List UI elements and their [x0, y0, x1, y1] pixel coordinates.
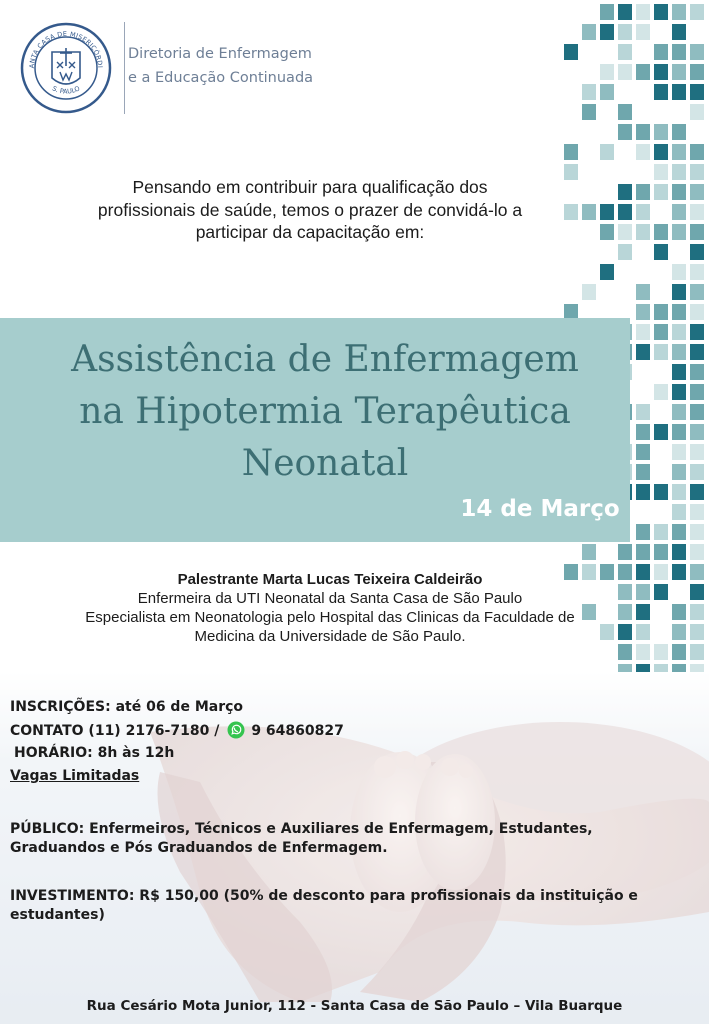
mosaic-tile: [690, 64, 704, 80]
intro-line: participar da capacitação em:: [195, 222, 425, 242]
mosaic-tile: [654, 644, 668, 660]
mosaic-tile: [618, 104, 632, 120]
mosaic-tile: [672, 424, 686, 440]
mosaic-tile: [672, 604, 686, 620]
limited-spots: Vagas Limitadas: [10, 768, 140, 784]
mosaic-tile: [672, 624, 686, 640]
mosaic-tile: [690, 424, 704, 440]
mosaic-tile: [564, 44, 578, 60]
mosaic-tile: [618, 644, 632, 660]
event-date: 14 de Março: [460, 496, 620, 522]
mosaic-tile: [618, 244, 632, 260]
mosaic-tile: [618, 224, 632, 240]
mosaic-tile: [690, 104, 704, 120]
mosaic-tile: [636, 304, 650, 320]
mosaic-tile: [690, 404, 704, 420]
mosaic-tile: [600, 224, 614, 240]
mosaic-tile: [618, 44, 632, 60]
mosaic-tile: [636, 524, 650, 540]
mosaic-tile: [618, 4, 632, 20]
mosaic-tile: [654, 324, 668, 340]
mosaic-tile: [654, 184, 668, 200]
mosaic-tile: [654, 64, 668, 80]
intro-line: Pensando em contribuir para qualificação dos: [132, 177, 488, 197]
mosaic-tile: [690, 624, 704, 640]
investment: INVESTIMENTO: R$ 150,00 (50% de desconto para profissionais da instituição e estudantes): [10, 888, 638, 923]
mosaic-tile: [690, 184, 704, 200]
mosaic-tile: [672, 84, 686, 100]
mosaic-tile: [672, 264, 686, 280]
schedule: HORÁRIO: 8h às 12h: [14, 745, 175, 761]
mosaic-tile: [636, 24, 650, 40]
mosaic-tile: [654, 244, 668, 260]
mosaic-tile: [672, 364, 686, 380]
mosaic-tile: [636, 644, 650, 660]
mosaic-tile: [600, 264, 614, 280]
whatsapp-number: 9 64860827: [251, 723, 344, 739]
intro-line: profissionais de saúde, temos o prazer de convidá-lo a: [97, 199, 523, 220]
registration-deadline: INSCRIÇÕES: até 06 de Março: [10, 699, 244, 715]
mosaic-tile: [618, 184, 632, 200]
mosaic-tile: [690, 164, 704, 180]
logo-ring-text: ANTA CASA DE MISERICÓRDI: [27, 29, 105, 69]
mosaic-tile: [600, 204, 614, 220]
mosaic-tile: [690, 264, 704, 280]
mosaic-tile: [672, 564, 686, 580]
mosaic-tile: [636, 604, 650, 620]
logo-bottom-text: S. PAULO: [50, 84, 82, 96]
mosaic-tile: [582, 544, 596, 560]
mosaic-tile: [618, 204, 632, 220]
mosaic-tile: [636, 64, 650, 80]
mosaic-tile: [636, 124, 650, 140]
mosaic-tile: [672, 64, 686, 80]
mosaic-tile: [690, 204, 704, 220]
org-name-line-2: e a Educação Continuada: [128, 70, 314, 86]
event-title: [0, 334, 650, 490]
mosaic-tile: [672, 404, 686, 420]
target-audience: PÚBLICO: Enfermeiros, Técnicos e Auxiliares de Enfermagem, Estudantes, Graduandos e Pós Graduandos de Enfermagem.: [10, 821, 593, 856]
mosaic-tile: [600, 64, 614, 80]
mosaic-tile: [636, 4, 650, 20]
mosaic-tile: [654, 424, 668, 440]
mosaic-tile: [672, 4, 686, 20]
mosaic-tile: [690, 584, 704, 600]
mosaic-tile: [618, 124, 632, 140]
mosaic-tile: [672, 484, 686, 500]
mosaic-tile: [654, 144, 668, 160]
mosaic-tile: [672, 24, 686, 40]
mosaic-tile: [690, 464, 704, 480]
mosaic-tile: [654, 584, 668, 600]
mosaic-tile: [690, 224, 704, 240]
mosaic-tile: [654, 164, 668, 180]
mosaic-tile: [654, 344, 668, 360]
mosaic-tile: [672, 544, 686, 560]
mosaic-tile: [636, 584, 650, 600]
mosaic-tile: [690, 304, 704, 320]
mosaic-tile: [636, 224, 650, 240]
mosaic-tile: [690, 364, 704, 380]
mosaic-tile: [690, 644, 704, 660]
mosaic-tile: [690, 4, 704, 20]
mosaic-tile: [582, 24, 596, 40]
mosaic-tile: [618, 604, 632, 620]
mosaic-tile: [618, 624, 632, 640]
mosaic-tile: [636, 204, 650, 220]
speaker-name: Palestrante Marta Lucas Teixeira Caldeirão: [177, 571, 483, 588]
mosaic-tile: [654, 484, 668, 500]
mosaic-tile: [690, 604, 704, 620]
mosaic-tile: [690, 544, 704, 560]
mosaic-tile: [654, 124, 668, 140]
mosaic-tile: [654, 84, 668, 100]
mosaic-tile: [672, 144, 686, 160]
mosaic-tile: [672, 324, 686, 340]
mosaic-tile: [690, 524, 704, 540]
mosaic-tile: [636, 144, 650, 160]
mosaic-tile: [672, 464, 686, 480]
mosaic-tile: [690, 44, 704, 60]
mosaic-tile: [690, 344, 704, 360]
title-line: Neonatal: [241, 443, 409, 484]
mosaic-tile: [618, 64, 632, 80]
mosaic-tile: [672, 224, 686, 240]
mosaic-tile: [690, 384, 704, 400]
title-line: na Hipotermia Terapêutica: [79, 391, 571, 432]
mosaic-tile: [672, 284, 686, 300]
org-name-line-1: Diretoria de Enfermagem: [128, 46, 312, 62]
mosaic-tile: [672, 204, 686, 220]
mosaic-tile: [672, 644, 686, 660]
header-divider: [124, 22, 125, 114]
mosaic-tile: [618, 24, 632, 40]
mosaic-tile: [672, 344, 686, 360]
mosaic-tile: [672, 44, 686, 60]
speaker-block: [40, 570, 620, 646]
mosaic-tile: [600, 144, 614, 160]
santa-casa-logo: [20, 22, 112, 114]
contact-line: [10, 721, 344, 741]
mosaic-tile: [618, 584, 632, 600]
contact-phone: CONTATO (11) 2176-7180 /: [10, 723, 220, 739]
mosaic-tile: [582, 104, 596, 120]
mosaic-tile: [564, 144, 578, 160]
mosaic-tile: [672, 504, 686, 520]
mosaic-tile: [654, 524, 668, 540]
mosaic-tile: [600, 24, 614, 40]
mosaic-tile: [582, 204, 596, 220]
speaker-detail: Especialista em Neonatologia pelo Hospital das Clinicas da Faculdade de: [85, 609, 575, 626]
speaker-detail: Enfermeira da UTI Neonatal da Santa Casa de São Paulo: [137, 590, 523, 607]
mosaic-tile: [672, 164, 686, 180]
mosaic-tile: [690, 144, 704, 160]
mosaic-tile: [654, 304, 668, 320]
mosaic-tile: [654, 564, 668, 580]
address: Rua Cesário Mota Junior, 112 - Santa Casa de São Paulo – Vila Buarque: [86, 998, 623, 1014]
mosaic-tile: [618, 564, 632, 580]
mosaic-tile: [690, 504, 704, 520]
mosaic-tile: [672, 184, 686, 200]
mosaic-tile: [672, 524, 686, 540]
whatsapp-icon: [227, 721, 245, 739]
mosaic-tile: [672, 304, 686, 320]
mosaic-tile: [600, 4, 614, 20]
mosaic-tile: [636, 564, 650, 580]
mosaic-tile: [582, 284, 596, 300]
mosaic-tile: [636, 544, 650, 560]
mosaic-tile: [672, 444, 686, 460]
mosaic-tile: [690, 244, 704, 260]
mosaic-tile: [690, 284, 704, 300]
mosaic-tile: [654, 544, 668, 560]
mosaic-tile: [654, 224, 668, 240]
invitation-text: [40, 176, 580, 244]
mosaic-tile: [690, 84, 704, 100]
mosaic-tile: [672, 384, 686, 400]
mosaic-tile: [636, 624, 650, 640]
mosaic-tile: [654, 384, 668, 400]
mosaic-tile: [582, 84, 596, 100]
title-line: Assistência de Enfermagem: [71, 339, 579, 380]
mosaic-tile: [690, 444, 704, 460]
mosaic-tile: [690, 564, 704, 580]
santa-casa-emblem-icon: [20, 22, 112, 114]
mosaic-tile: [636, 284, 650, 300]
mosaic-tile: [600, 84, 614, 100]
speaker-detail: Medicina da Universidade de São Paulo.: [194, 628, 466, 645]
mosaic-tile: [690, 484, 704, 500]
mosaic-tile: [636, 184, 650, 200]
mosaic-tile: [690, 324, 704, 340]
mosaic-tile: [654, 44, 668, 60]
mosaic-tile: [672, 124, 686, 140]
mosaic-tile: [654, 4, 668, 20]
mosaic-tile: [618, 544, 632, 560]
